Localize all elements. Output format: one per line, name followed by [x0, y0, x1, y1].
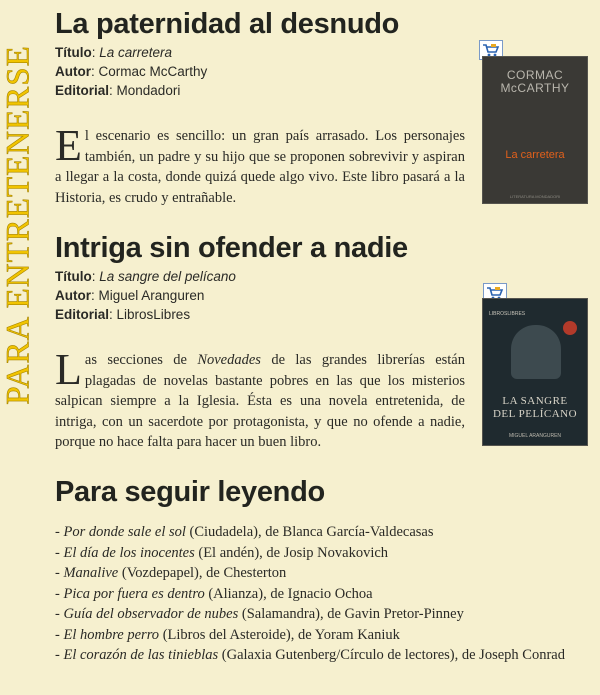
book-title: Manalive [63, 565, 119, 581]
review-2-body: Las secciones de Novedades de las grandes librerías están plagadas de novelas bastante pobres en las que los misterios salpican siempre a la Iglesia. Ésta es una novela entretenida, de intriga, con un sacerdote por protagonista, y que no ofende a nadie, porque no hace falta para hacer un buen libro. [55, 345, 465, 450]
book-title: El corazón de las tinieblas [63, 647, 219, 663]
review-1-author: Cormac McCarthy [98, 64, 208, 79]
review-2-metadata: Título: La sangre del pelícano Autor: Miguel Aranguren Editorial: LibrosLibres [55, 269, 236, 322]
section-label: PARA ENTRETENERSE [0, 45, 37, 405]
cover-figure [511, 325, 561, 379]
list-item: - Guía del observador de nubes (Salamandra), de Gavin Pretor-Pinney [55, 606, 464, 622]
list-item: - El corazón de las tinieblas (Galaxia Gutenberg/Círculo de lectores), de Joseph Conrad [55, 647, 565, 663]
cover-footer: LITERATURA MONDADORI [509, 194, 561, 199]
book-title: Pica por fuera es dentro [63, 585, 205, 602]
review-1-heading: La paternidad al desnudo [55, 8, 400, 40]
list-item: - El día de los inocentes (El andén), de Josip Novakovich [55, 544, 389, 561]
review-1-title: La carretera [99, 45, 173, 60]
cover-publisher: LIBROSLIBRES [489, 311, 526, 317]
cover-author: MIGUEL ARANGUREN [508, 433, 562, 439]
review-2-publisher: LibrosLibres [116, 307, 191, 322]
drop-cap: E [55, 121, 82, 170]
review-2-heading: Intriga sin ofender a nadie [55, 232, 408, 264]
book-title: Por donde sale el sol [63, 524, 186, 540]
cover-emblem [563, 321, 577, 335]
book-cover-la-carretera[interactable] [482, 56, 588, 204]
review-2-title: La sangre del pelícano [99, 269, 236, 284]
review-1 [55, 8, 465, 208]
cover-title: LA SANGRE DEL PELÍCANO [492, 395, 578, 420]
cover-title: La carretera [505, 149, 565, 161]
further-reading-list [55, 522, 595, 666]
review-2-author: Miguel Aranguren [98, 288, 205, 303]
book-cover-la-sangre-del-pelicano[interactable] [482, 298, 588, 446]
review-1-body: El escenario es sencillo: un gran país arrasado. Los personajes también, un padre y su hijo que se proponen sobrevivir y aspiran a llegar a la costa, donde quizá quede algo vivo. Este libro pasará a la Historia, es crudo y entrañable. [55, 121, 465, 206]
cover-author: CORMAC McCARTHY [500, 68, 570, 95]
review-2 [55, 232, 465, 453]
book-title: El hombre perro [63, 626, 160, 643]
further-reading-heading: Para seguir leyendo [55, 476, 325, 508]
review-1-metadata: Título: La carretera Autor: Cormac McCarthy Editorial: Mondadori [55, 45, 208, 98]
section-sidebar [0, 0, 38, 695]
list-item: - Manalive (Vozdepapel), de Chesterton [55, 565, 287, 581]
further-reading [55, 476, 325, 508]
drop-cap: L [55, 345, 82, 394]
list-item: - Por donde sale el sol (Ciudadela), de Blanca García-Valdecasas [55, 524, 434, 540]
list-item: - El hombre perro (Libros del Asteroide), de Yoram Kaniuk [55, 626, 400, 643]
book-title: El día de los inocentes [63, 544, 195, 561]
review-1-publisher: Mondadori [116, 83, 181, 98]
list-item: - Pica por fuera es dentro (Alianza), de Ignacio Ochoa [55, 585, 373, 602]
book-title: Guía del observador de nubes [63, 606, 239, 622]
